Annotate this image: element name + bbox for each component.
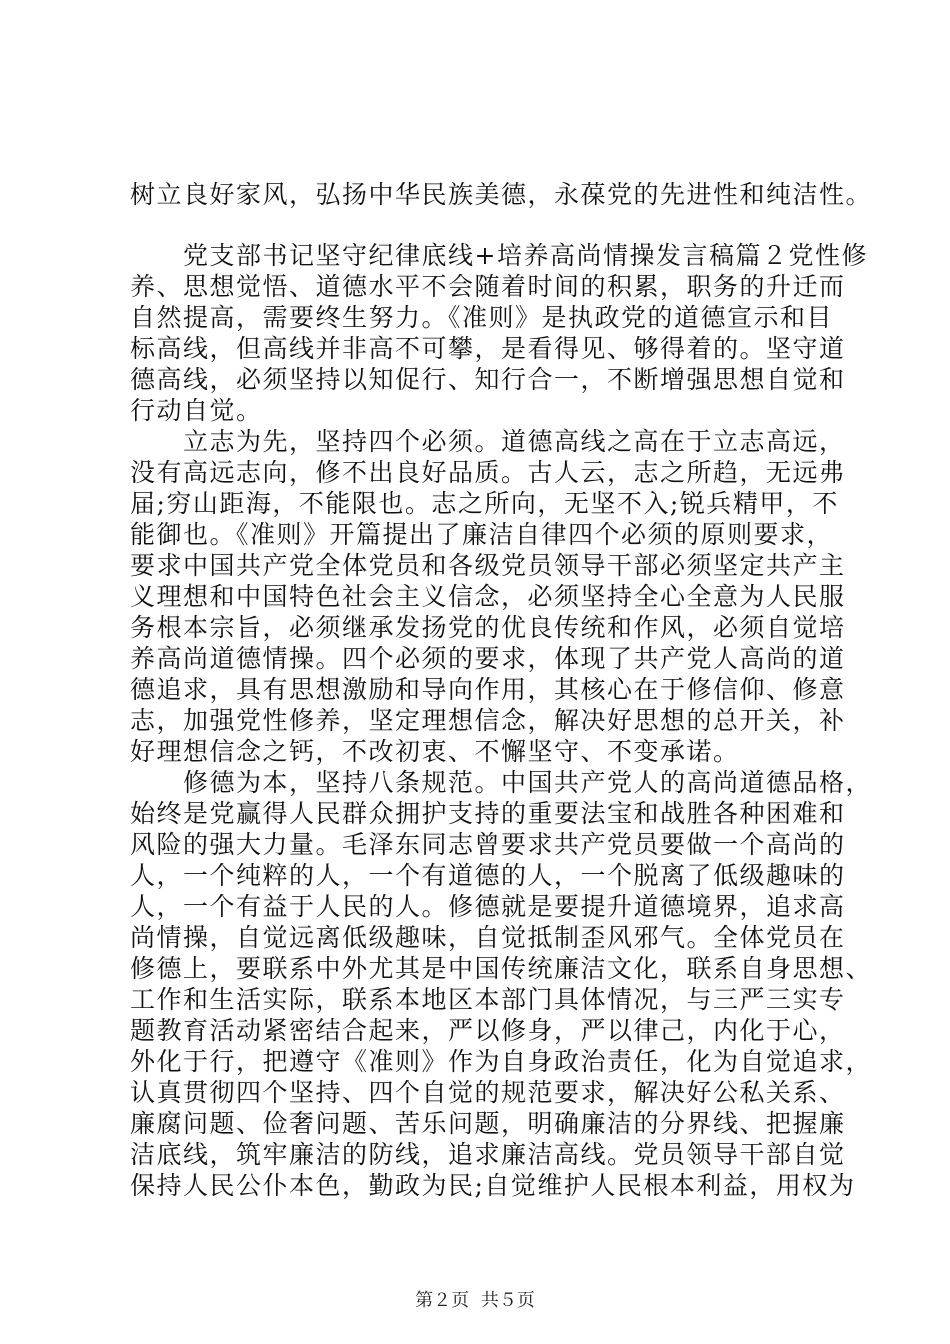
text-line: 廉腐问题、俭奢问题、苦乐问题，明确廉洁的分界线、把握廉	[130, 1109, 846, 1138]
text-line: 工作和生活实际，联系本地区本部门具体情况，与三严三实专	[130, 985, 846, 1014]
text-line: 洁底线，筑牢廉洁的防线，追求廉洁高线。党员领导干部自觉	[130, 1140, 846, 1169]
text-line: 人，一个有益于人民的人。修德就是要提升道德境界，追求高	[130, 892, 846, 921]
text-line: 德高线，必须坚持以知促行、知行合一，不断增强思想自觉和	[130, 365, 846, 394]
text-line: 届;穷山距海，不能限也。志之所向，无坚不入;锐兵精甲，不	[130, 489, 839, 518]
text-line: 没有高远志向，修不出良好品质。古人云，志之所趋，无远弗	[130, 458, 846, 487]
text-line: 外化于行，把遵守《准则》作为自身政治责任，化为自觉追求，	[130, 1047, 873, 1076]
page-total: 共５页	[480, 1290, 535, 1311]
text-line: 始终是党赢得人民群众拥护支持的重要法宝和战胜各种困难和	[130, 799, 846, 828]
text-line: 立志为先，坚持四个必须。道德高线之高在于立志高远，	[130, 427, 846, 456]
text-line: 自然提高，需要终生努力。《准则》是执政党的道德宣示和目	[130, 303, 834, 332]
page-number: 第２页	[415, 1290, 470, 1311]
text-line: 修德为本，坚持八条规范。中国共产党人的高尚道德品格，	[130, 768, 873, 797]
text-line: 保持人民公仆本色，勤政为民;自觉维护人民根本利益，用权为	[130, 1171, 856, 1200]
text-line: 修德上，要联系中外尤其是中国传统廉洁文化，联系自身思想、	[130, 954, 873, 983]
text-line: 行动自觉。	[130, 396, 263, 425]
text-line: 能御也。《准则》开篇提出了廉洁自律四个必须的原则要求，	[130, 520, 834, 549]
text-line: 认真贯彻四个坚持、四个自觉的规范要求，解决好公私关系、	[130, 1078, 846, 1107]
text-line: 务根本宗旨，必须继承发扬党的优良传统和作风，必须自觉培	[130, 613, 846, 642]
text-line: 德追求，具有思想激励和导向作用，其核心在于修信仰、修意	[130, 675, 846, 704]
text-line: 题教育活动紧密结合起来，严以修身，严以律己，内化于心，	[130, 1016, 846, 1045]
text-line: 志，加强党性修养，坚定理想信念，解决好思想的总开关，补	[130, 706, 846, 735]
text-line: 要求中国共产党全体党员和各级党员领导干部必须坚定共产主	[130, 551, 846, 580]
text-line: 尚情操，自觉远离低级趣味，自觉抵制歪风邪气。全体党员在	[130, 923, 846, 952]
page-footer	[0, 1290, 950, 1312]
text-line: 党支部书记坚守纪律底线+培养高尚情操发言稿篇２党性修	[130, 241, 868, 270]
text-line: 义理想和中国特色社会主义信念，必须坚持全心全意为人民服	[130, 582, 846, 611]
text-line: 树立良好家风，弘扬中华民族美德，永葆党的先进性和纯洁性。	[130, 180, 873, 209]
text-line: 人，一个纯粹的人，一个有道德的人，一个脱离了低级趣味的	[130, 861, 846, 890]
text-line: 风险的强大力量。毛泽东同志曾要求共产党员要做一个高尚的	[130, 830, 846, 859]
text-line: 养高尚道德情操。四个必须的要求，体现了共产党人高尚的道	[130, 644, 846, 673]
text-line: 好理想信念之钙，不改初衷、不懈坚守、不变承诺。	[130, 737, 740, 766]
text-line: 标高线，但高线并非高不可攀，是看得见、够得着的。坚守道	[130, 334, 846, 363]
text-line: 养、思想觉悟、道德水平不会随着时间的积累，职务的升迁而	[130, 272, 846, 301]
